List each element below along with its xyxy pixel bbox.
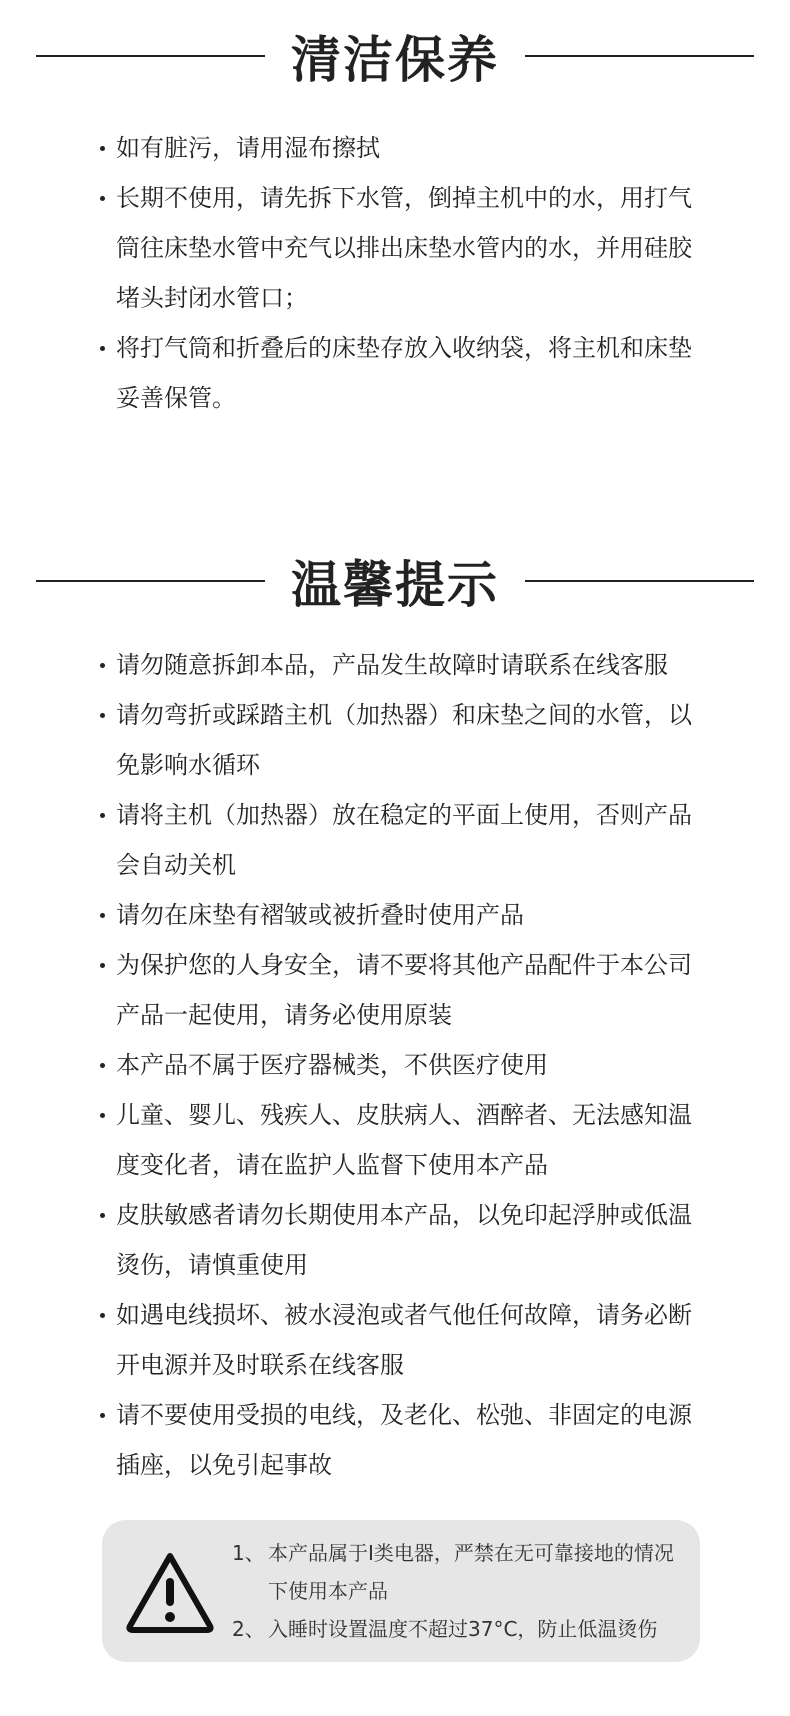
list-item: 如有脏污，请用湿布擦拭 bbox=[100, 123, 700, 173]
warning-triangle-icon bbox=[126, 1550, 214, 1634]
heading-divider-right bbox=[525, 580, 754, 582]
warning-notice-box bbox=[102, 1520, 700, 1662]
warning-list bbox=[232, 1534, 682, 1648]
list-item: 儿童、婴儿、残疾人、皮肤病人、酒醉者、无法感知温度变化者，请在监护人监督下使用本产品 bbox=[100, 1090, 700, 1190]
list-item: 本产品不属于医疗器械类，不供医疗使用 bbox=[100, 1040, 700, 1090]
list-item: 请勿随意拆卸本品，产品发生故障时请联系在线客服 bbox=[100, 640, 700, 690]
warning-item-text: 本产品属于I类电器，严禁在无可靠接地的情况下使用本产品 bbox=[268, 1541, 674, 1603]
heading-divider-right bbox=[525, 55, 754, 57]
list-item: 长期不使用，请先拆下水管，倒掉主机中的水，用打气筒往床垫水管中充气以排出床垫水管内的水，并用硅胶堵头封闭水管口； bbox=[100, 173, 700, 323]
warning-item bbox=[232, 1610, 682, 1648]
list-item: 请勿弯折或踩踏主机（加热器）和床垫之间的水管，以免影响水循环 bbox=[100, 690, 700, 790]
warning-item bbox=[232, 1534, 682, 1610]
warning-item-text: 入睡时设置温度不超过37°C，防止低温烫伤 bbox=[268, 1617, 658, 1641]
tips-section-title: 温馨提示 bbox=[291, 556, 499, 614]
warning-item-number: 1、 bbox=[232, 1541, 265, 1565]
heading-divider-left bbox=[36, 580, 265, 582]
care-list bbox=[100, 123, 700, 423]
tips-section-heading bbox=[36, 545, 754, 617]
care-section-heading bbox=[36, 20, 754, 92]
list-item: 如遇电线损坏、被水浸泡或者气他任何故障，请务必断开电源并及时联系在线客服 bbox=[100, 1290, 700, 1390]
list-item: 请不要使用受损的电线，及老化、松弛、非固定的电源插座，以免引起事故 bbox=[100, 1390, 700, 1490]
list-item: 请将主机（加热器）放在稳定的平面上使用，否则产品会自动关机 bbox=[100, 790, 700, 890]
list-item: 将打气筒和折叠后的床垫存放入收纳袋，将主机和床垫妥善保管。 bbox=[100, 323, 700, 423]
warning-item-number: 2、 bbox=[232, 1617, 265, 1641]
tips-list bbox=[100, 640, 700, 1490]
list-item: 皮肤敏感者请勿长期使用本产品，以免印起浮肿或低温烫伤，请慎重使用 bbox=[100, 1190, 700, 1290]
list-item: 请勿在床垫有褶皱或被折叠时使用产品 bbox=[100, 890, 700, 940]
heading-divider-left bbox=[36, 55, 265, 57]
list-item: 为保护您的人身安全，请不要将其他产品配件于本公司产品一起使用，请务必使用原装 bbox=[100, 940, 700, 1040]
care-section-title: 清洁保养 bbox=[291, 31, 499, 89]
